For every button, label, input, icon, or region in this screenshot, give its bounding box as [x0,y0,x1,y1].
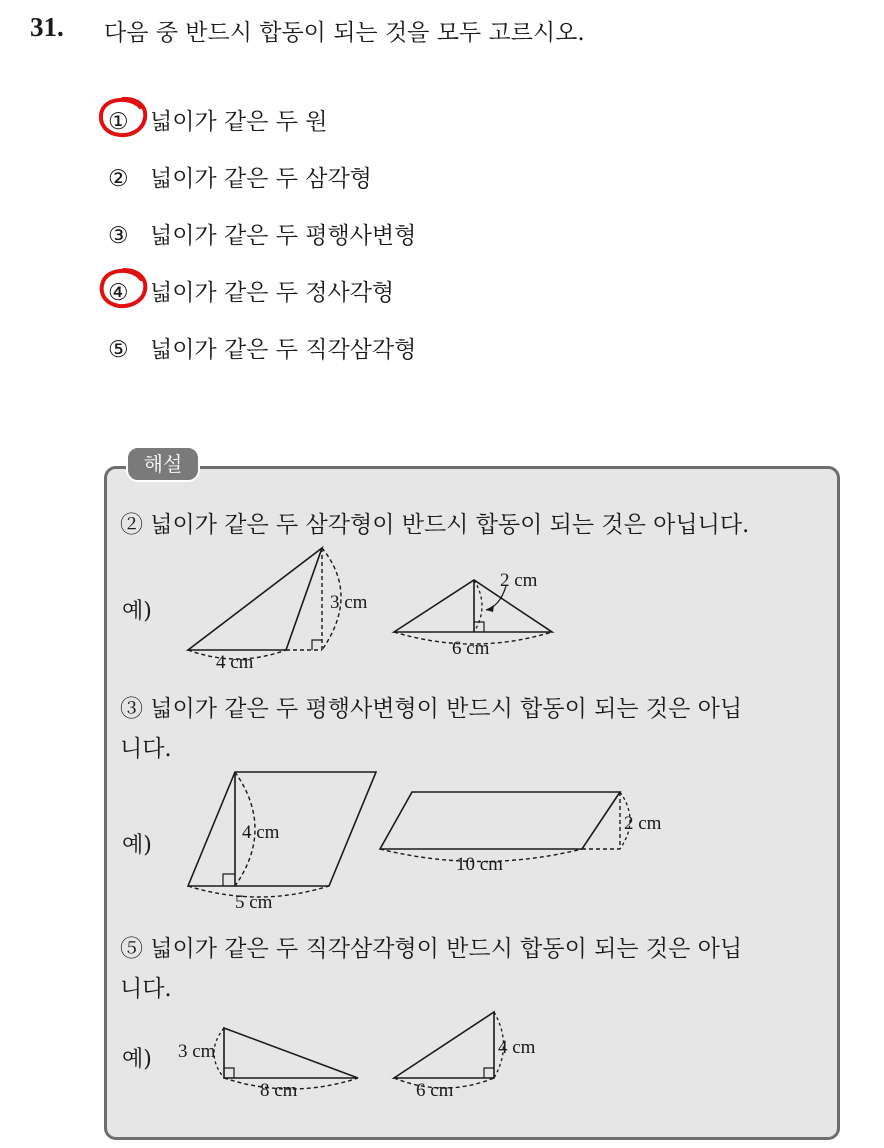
triangle-a-height-label: 3 cm [330,592,368,613]
triangle-figure-a [180,540,380,673]
right-triangle-figure-b [388,1004,558,1109]
triangle-a-base-label: 4 cm [216,652,254,673]
right-triangle-figure-a [176,1018,376,1108]
option-5-text: 넓이가 같은 두 직각삼각형 [150,337,417,363]
parallelogram-a-base-label: 5 cm [235,892,273,913]
explanation-line-5a: ⑤ 넓이가 같은 두 직각삼각형이 반드시 합동이 되는 것은 아닙 [120,936,743,962]
parallelogram-a-height-label: 4 cm [242,822,280,843]
question-text: 다음 중 반드시 합동이 되는 것을 모두 고르시오. [104,20,585,46]
triangle-b-base-label: 6 cm [452,638,490,659]
option-4[interactable] [108,274,394,307]
triangle-figure-b [390,568,570,668]
example-label: 예) [122,1047,152,1072]
parallelogram-b-height-label: 2 cm [624,813,662,834]
answer-mark-4 [96,265,150,311]
explanation-line-3a: ③ 넓이가 같은 두 평행사변형이 반드시 합동이 되는 것은 아닙 [120,696,743,722]
parallelogram-b-base-label: 10 cm [456,854,503,875]
example-label: 예) [122,599,152,624]
option-5-number: ⑤ [108,337,129,363]
option-2-number: ② [108,166,129,192]
option-1-text: 넓이가 같은 두 원 [150,109,328,135]
option-5[interactable] [108,331,416,364]
explanation-tag: 해설 [126,446,200,482]
example-label: 예) [122,833,152,858]
right-triangle-b-height-label: 4 cm [498,1037,536,1058]
explanation-line-3b: 니다. [120,736,172,762]
option-2[interactable] [108,160,372,193]
parallelogram-figure-a [180,764,390,914]
option-3-text: 넓이가 같은 두 평행사변형 [150,223,417,249]
explanation-line-2: ② 넓이가 같은 두 삼각형이 반드시 합동이 되는 것은 아닙니다. [120,512,750,538]
option-4-text: 넓이가 같은 두 정사각형 [150,280,395,306]
explanation-line-5b: 니다. [120,976,172,1002]
right-triangle-b-base-label: 6 cm [416,1080,454,1101]
option-1-number: ① [108,109,129,135]
option-3-number: ③ [108,223,129,249]
triangle-b-height-label: 2 cm [500,570,538,591]
answer-mark-1 [96,94,150,140]
option-3[interactable] [108,217,416,250]
option-4-number: ④ [108,280,129,306]
right-triangle-a-height-label: 3 cm [178,1041,216,1062]
parallelogram-figure-b [376,782,696,882]
question-number: 31. [30,12,64,42]
option-2-text: 넓이가 같은 두 삼각형 [150,166,372,192]
right-triangle-a-base-label: 8 cm [260,1080,298,1101]
